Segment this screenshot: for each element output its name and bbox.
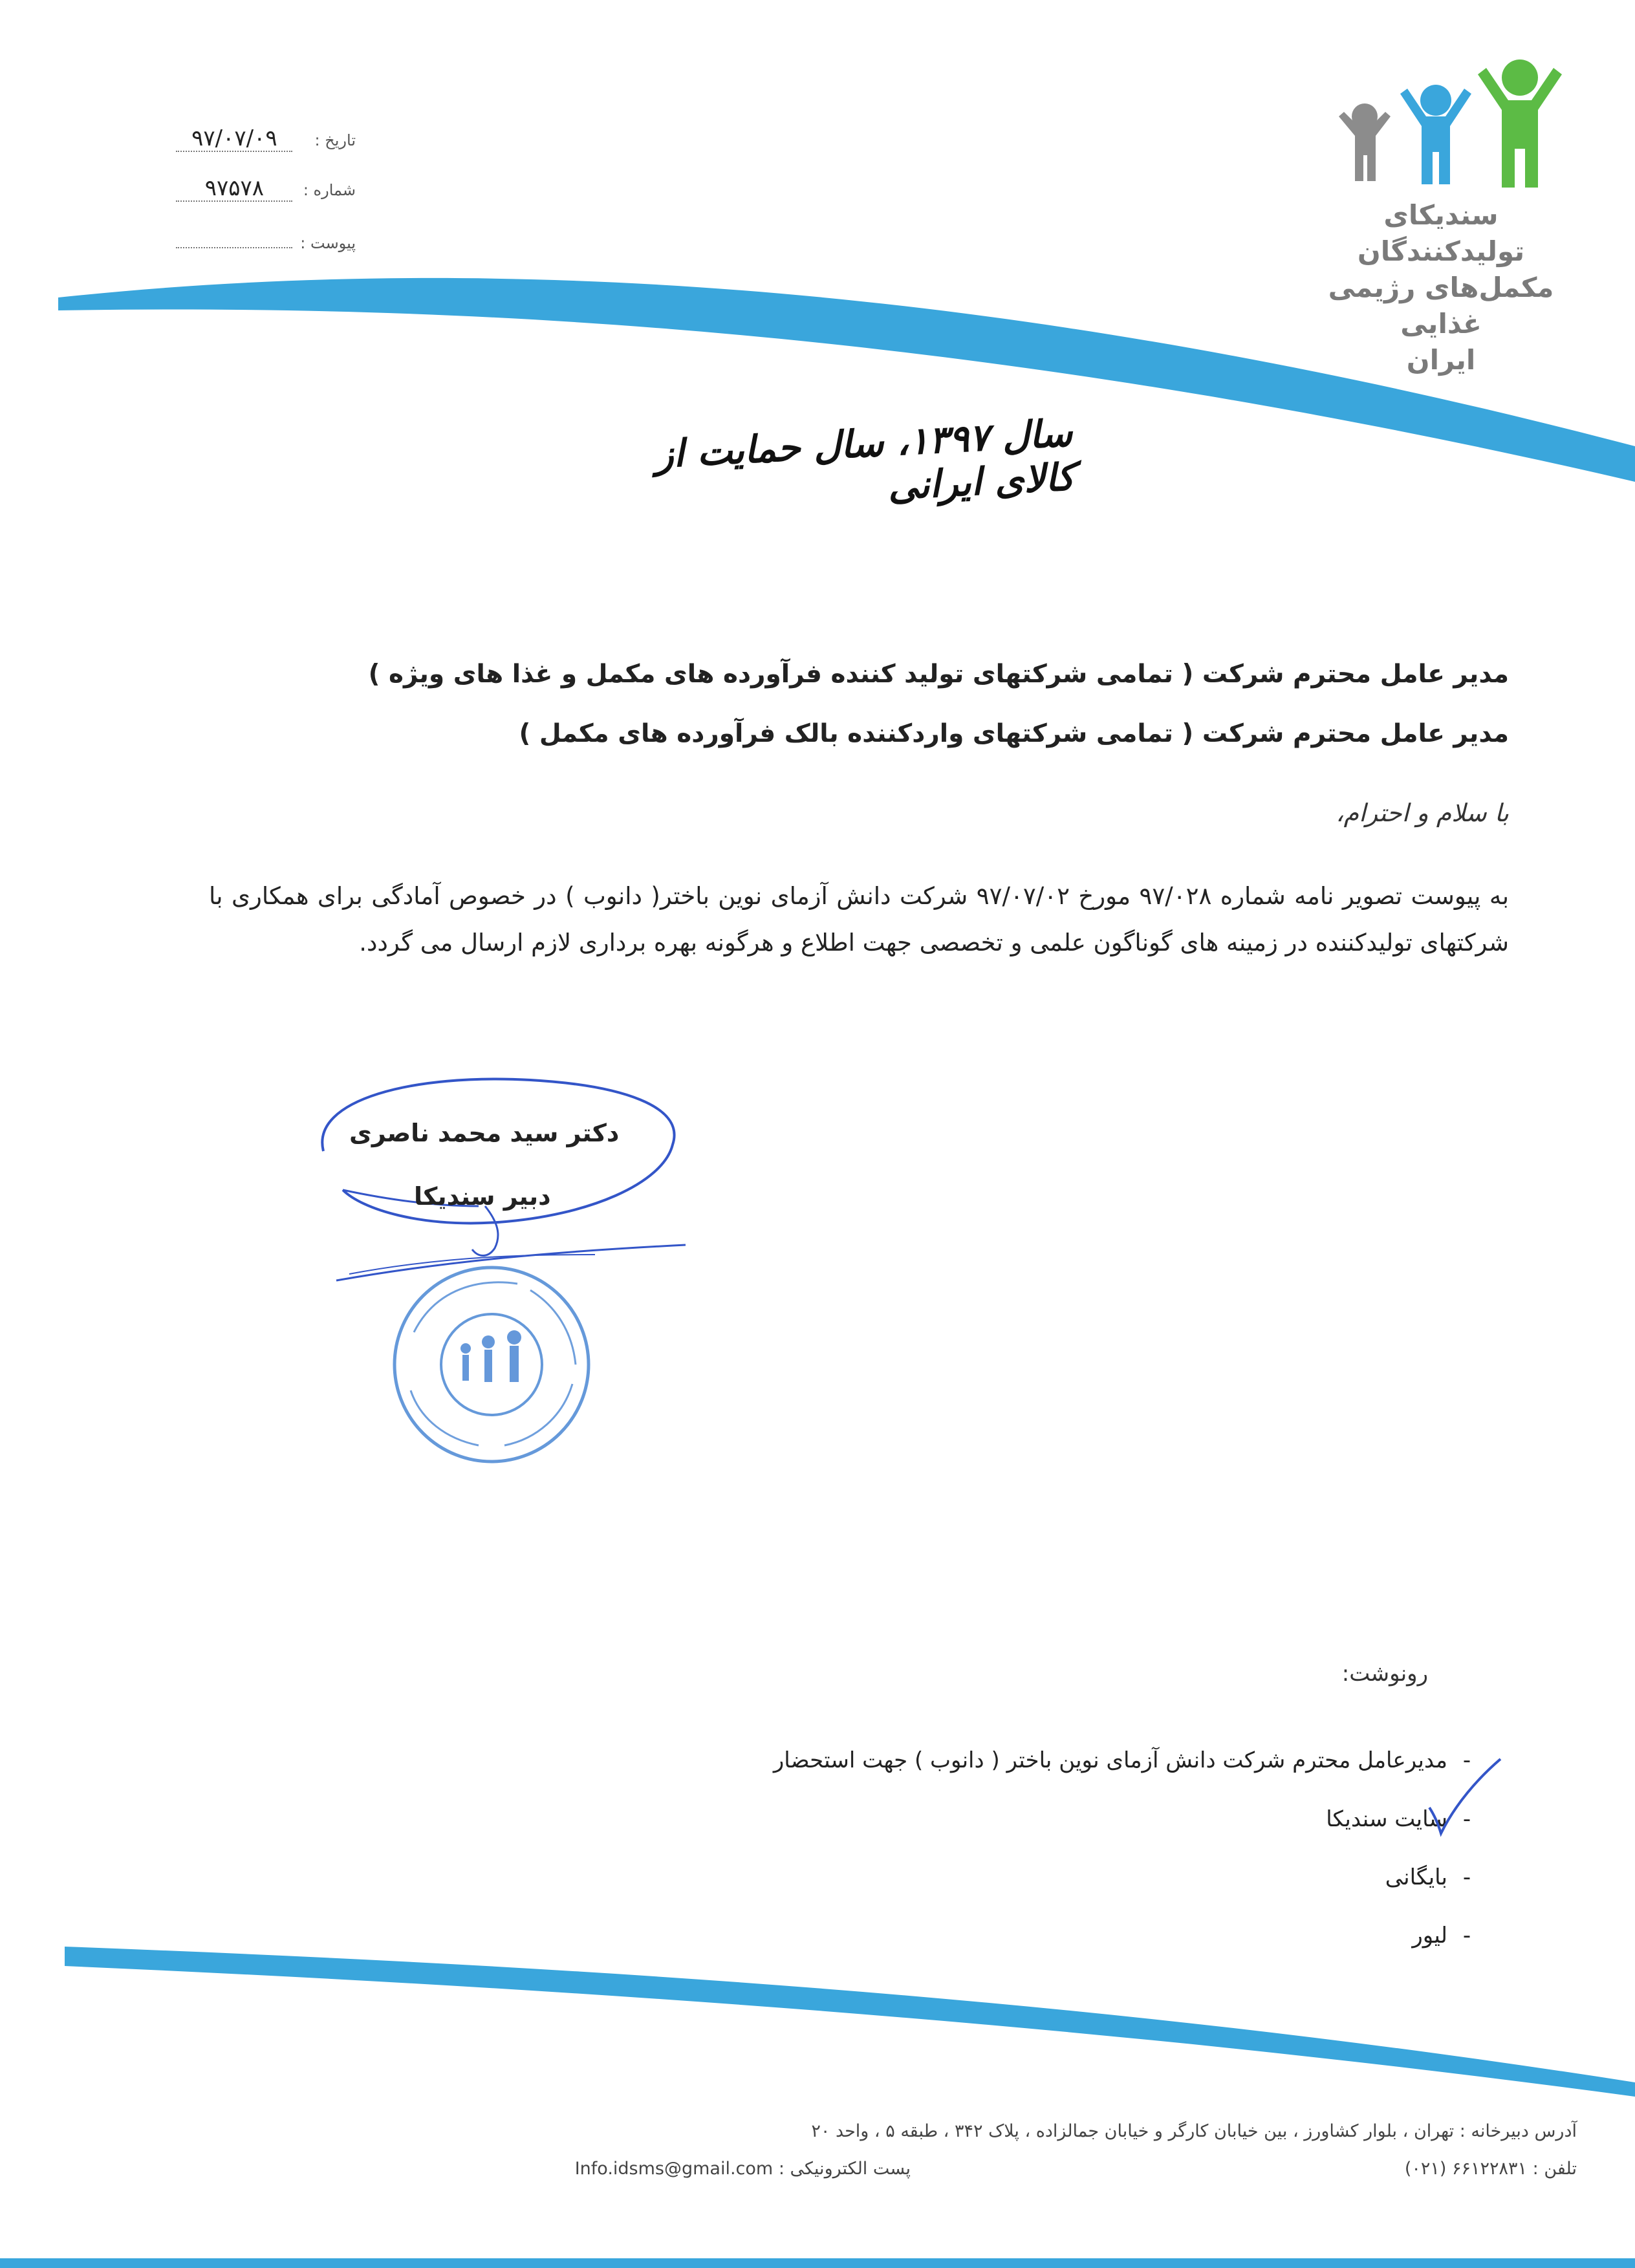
syndicate-logo-icon [1326,55,1597,191]
signer-name: دکتر سید محمد ناصری [349,1119,620,1147]
signer-title: دبیر سندیکا [414,1182,551,1211]
phone-value: ۶۶۱۲۲۸۳۱ (۰۲۱) [1404,2159,1528,2179]
date-value: ۹۷/۰۷/۰۹ [176,126,292,152]
footer-swoosh [0,1927,1635,2121]
number-field [162,176,356,202]
cc-item-text: سایت سندیکا [1326,1806,1447,1832]
cc-item-text: بایگانی [1385,1864,1447,1890]
footer-phone [1405,2159,1577,2179]
recipient-1: مدیر عامل محترم شرکت ( تمامی شرکتهای تولید کننده فرآورده های مکمل و غذا های ویژه ) [368,660,1509,689]
number-label: شماره : [303,181,356,199]
recipient-2: مدیر عامل محترم شرکت ( تمامی شرکتهای واردکننده بالک فرآورده های مکمل ) [519,719,1509,748]
cc-item-text: لیور [1412,1923,1447,1949]
checkmark-icon [1416,1746,1513,1843]
cc-label: رونوشت: [1341,1661,1428,1687]
year-slogan: سال ۱۳۹۷، سال حمایت از کالای ایرانی [654,411,1076,509]
date-field [162,126,356,152]
attachment-field [162,228,356,252]
greeting: با سلام و احترام، [1336,799,1509,827]
email-label: پست الکترونیکی : [778,2159,911,2179]
phone-label: تلفن : [1532,2159,1577,2179]
bottom-border [0,2258,1635,2268]
footer-address: آدرس دبیرخانه : تهران ، بلوار کشاورز ، بین خیابان کارگر و خیابان جمالزاده ، پلاک ۳۴۲ ، طبقه ۵ ، واحد ۲۰ [811,2121,1577,2141]
cc-item: -مدیرعامل محترم شرکت دانش آزمای نوین باختر ( دانوب ) جهت استحضار [773,1747,1471,1773]
cc-item: -بایگانی [1385,1864,1471,1890]
number-value: ۹۷۵۷۸ [176,176,292,202]
email-value: Info.idsms@gmail.com [574,2159,774,2179]
signature-icon [285,1061,711,1293]
footer-email [575,2159,911,2179]
logo-line-3: ایران [1406,344,1476,376]
official-stamp-icon [388,1261,595,1468]
attachment-value [176,228,292,248]
syndicate-name [1305,197,1577,378]
cc-item-text: مدیرعامل محترم شرکت دانش آزمای نوین باختر ( دانوب ) جهت استحضار [773,1747,1447,1773]
cc-item: -لیور [1412,1923,1471,1949]
logo-line-2: مکمل‌های رژیمی غذایی [1328,272,1554,340]
logo-line-1: سندیکای تولیدکنندگان [1357,199,1525,267]
cc-item: -سایت سندیکا [1326,1806,1471,1832]
attachment-label: پیوست : [300,234,356,252]
date-label: تاریخ : [314,131,356,149]
letter-body: به پیوست تصویر نامه شماره ۹۷/۰۲۸ مورخ ۹۷/۰۷/۰۲ شرکت دانش آزمای نوین باختر( دانوب ) در خصوص آمادگی برای همکاری با شرکتهای تولیدکننده در زمینه های گوناگون علمی و تخصصی جهت اطلاع و هرگونه بهره برداری لازم ارسال می گردد. [209,882,1509,956]
